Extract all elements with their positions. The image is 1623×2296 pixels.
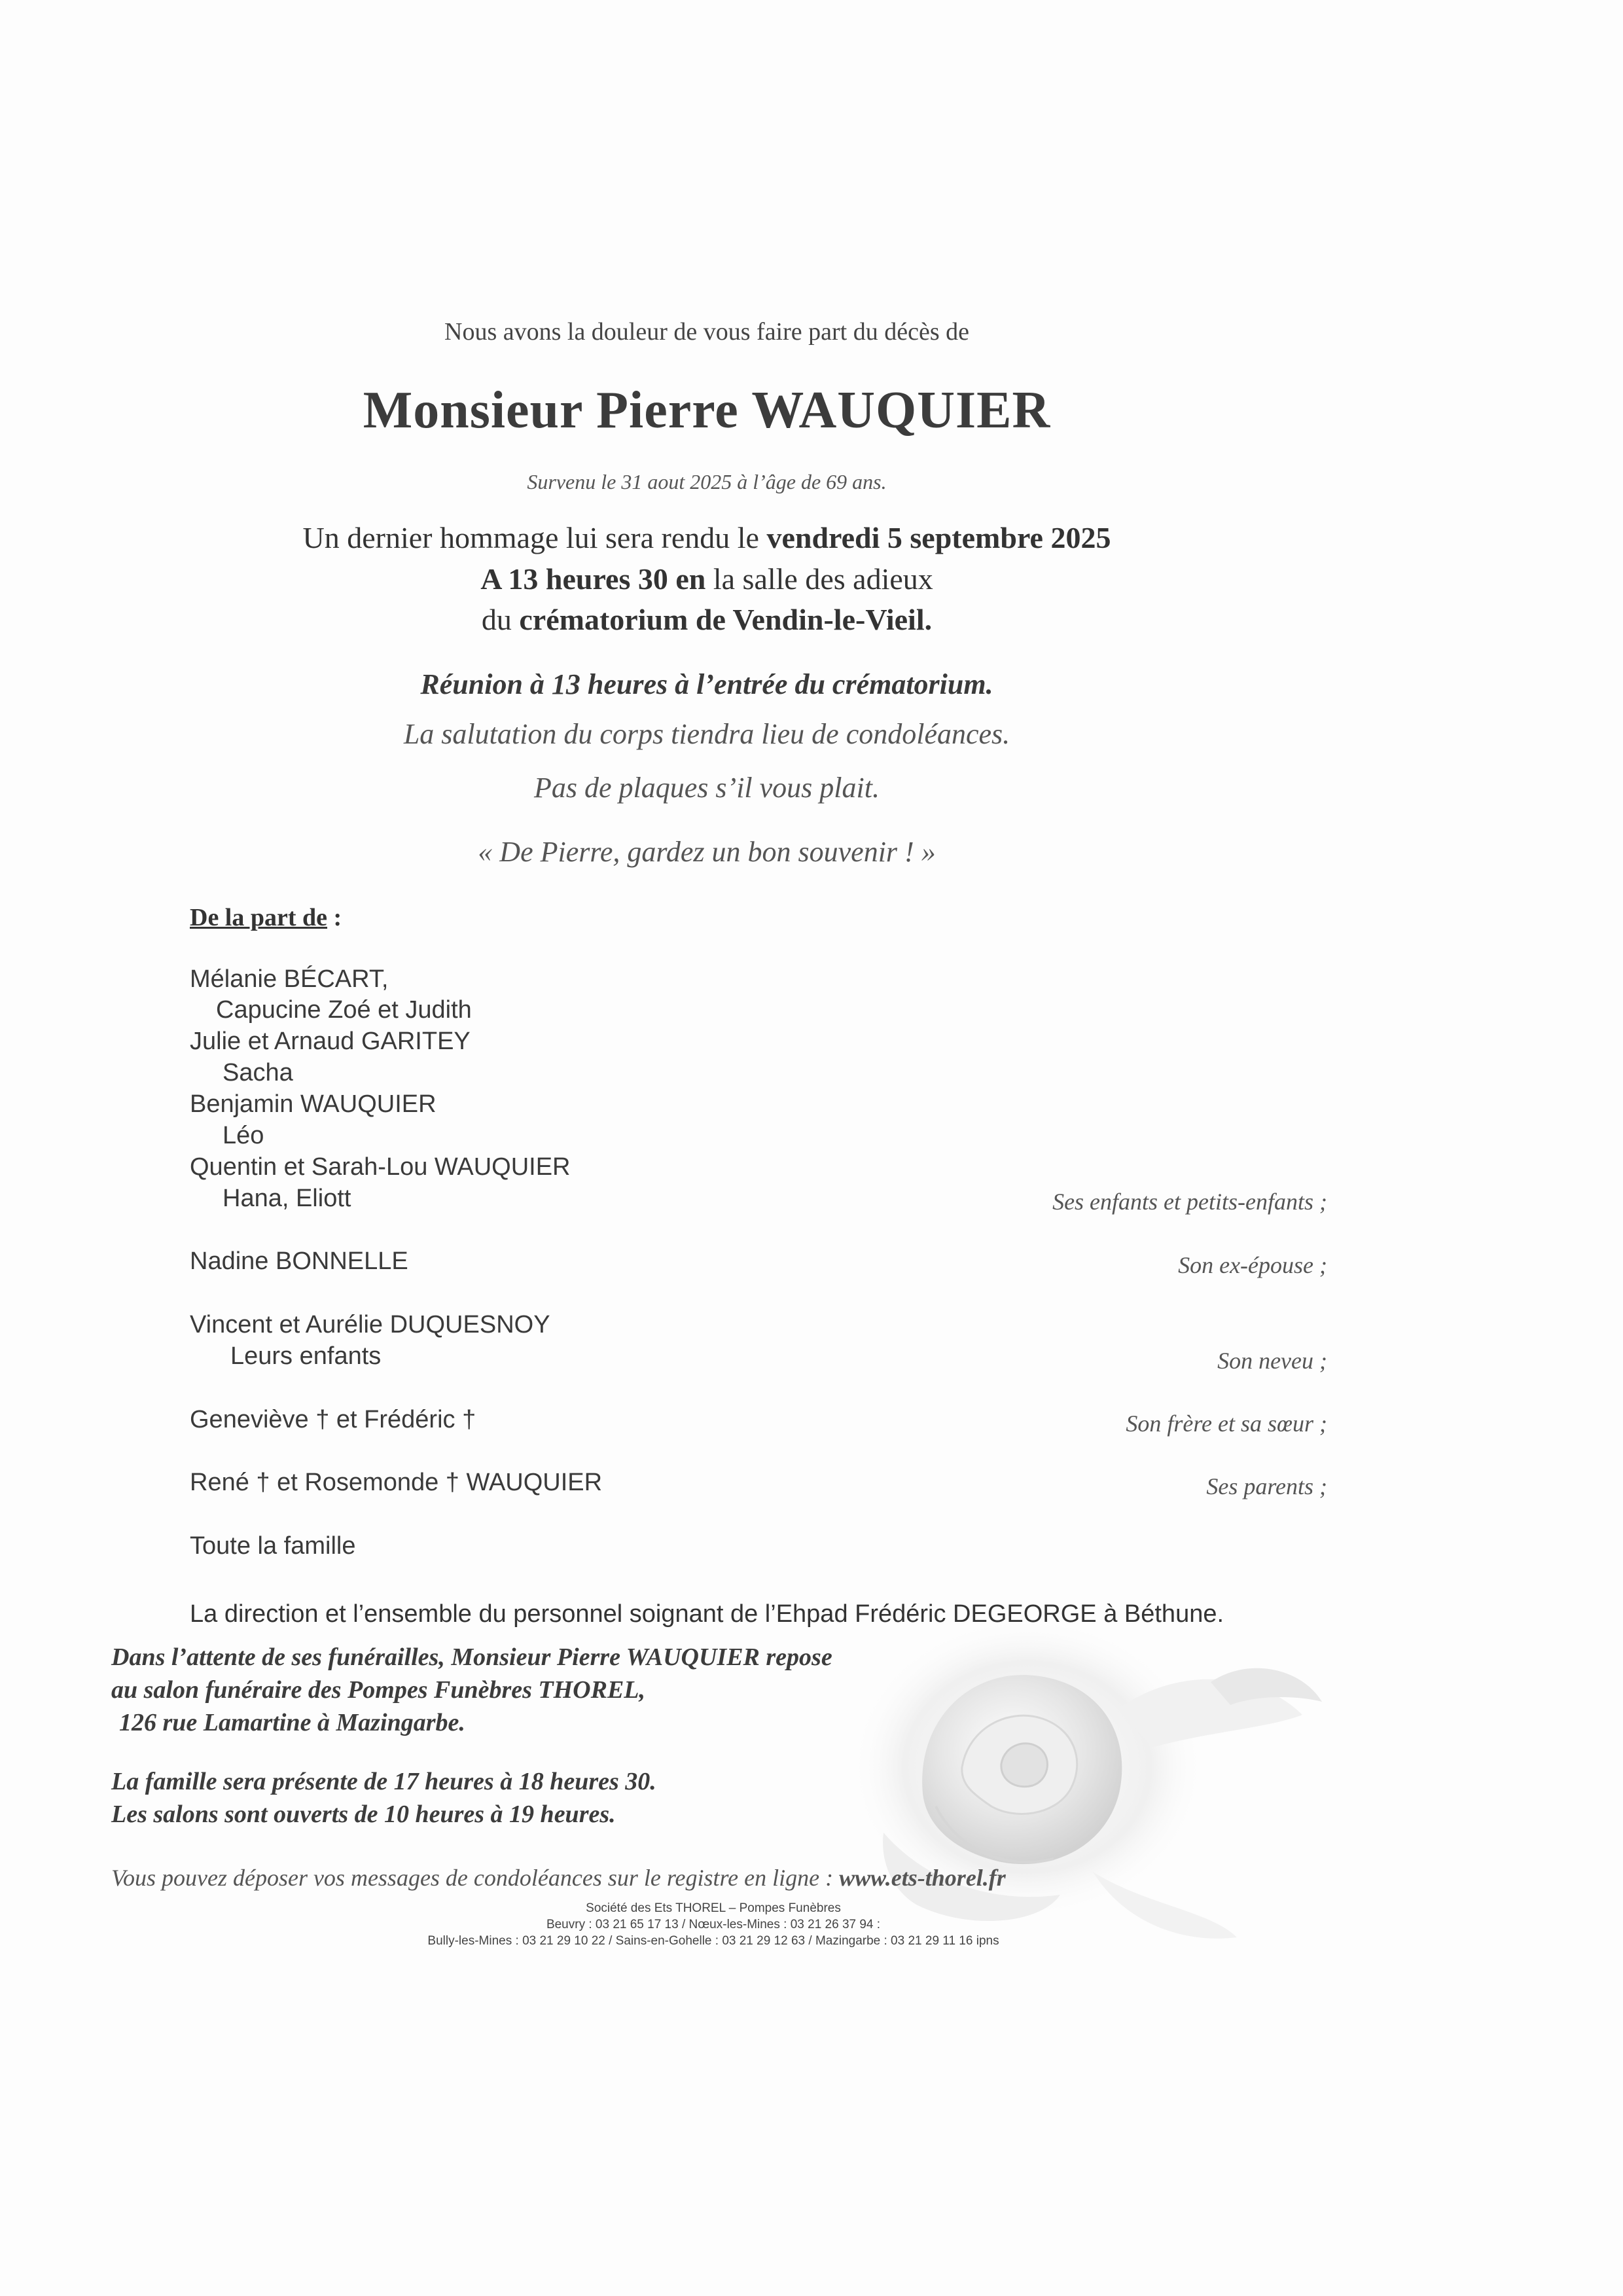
quote-text: « De Pierre, gardez un bon souvenir ! » xyxy=(478,836,936,868)
salutation-text: La salutation du corps tiendra lieu de condoléances. xyxy=(403,718,1010,750)
family-role: Son frère et sa sœur ; xyxy=(1126,1410,1327,1437)
family-line: Geneviève † et Frédéric † xyxy=(190,1406,476,1433)
family-line: Capucine Zoé et Judith xyxy=(216,996,472,1024)
family-line: Hana, Eliott xyxy=(223,1185,351,1212)
presence-line: La famille sera présente de 17 heures à 18 heures 30. xyxy=(111,1768,656,1795)
website-link[interactable]: www.ets-thorel.fr xyxy=(839,1865,1006,1891)
repose-line: Dans l’attente de ses funérailles, Monsieur Pierre WAUQUIER repose xyxy=(111,1643,832,1671)
family-role: Ses parents ; xyxy=(1206,1473,1327,1499)
hommage-line-2: A 13 heures 30 en la salle des adieux xyxy=(480,562,933,596)
death-date-text: Survenu le 31 aout 2025 à l’âge de 69 ans. xyxy=(527,470,887,493)
family-line: Julie et Arnaud GARITEY xyxy=(190,1028,471,1055)
family-line: Mélanie BÉCART, xyxy=(190,965,389,993)
presence-line: Les salons sont ouverts de 10 heures à 19 heures. xyxy=(111,1801,616,1828)
online-register-text: Vous pouvez déposer vos messages de condoléances sur le registre en ligne : www.ets-thorel.fr xyxy=(111,1865,1006,1891)
family-line: Vincent et Aurélie DUQUESNOY xyxy=(190,1311,550,1338)
plaques-text: Pas de plaques s’il vous plait. xyxy=(534,772,880,804)
family-line: Nadine BONNELLE xyxy=(190,1247,408,1275)
family-role: Son neveu ; xyxy=(1217,1348,1327,1374)
family-line: Léo xyxy=(223,1122,264,1149)
family-line: Leurs enfants xyxy=(230,1342,382,1370)
family-line: Benjamin WAUQUIER xyxy=(190,1090,437,1118)
footer-phones-2: Bully-les-Mines : 03 21 29 10 22 / Sains-en-Gohelle : 03 21 29 12 63 / Mazingarbe : 03 21 29 11 16 ipns xyxy=(427,1934,999,1948)
family-line: Quentin et Sarah-Lou WAUQUIER xyxy=(190,1153,571,1181)
footer-phones-1: Beuvry : 03 21 65 17 13 / Nœux-les-Mines : 03 21 26 37 94 : xyxy=(546,1918,881,1931)
hommage-line-3: du crématorium de Vendin-le-Vieil. xyxy=(481,603,933,636)
footer-company: Société des Ets THOREL – Pompes Funèbres xyxy=(586,1901,841,1915)
family-role: Ses enfants et petits-enfants ; xyxy=(1052,1189,1327,1215)
family-line: Sacha xyxy=(223,1059,293,1086)
repose-line: au salon funéraire des Pompes Funèbres THOREL, xyxy=(111,1676,646,1704)
from-heading: De la part de : xyxy=(190,904,342,931)
family-role: Son ex-épouse ; xyxy=(1178,1252,1327,1278)
hommage-line-1: Un dernier hommage lui sera rendu le vendredi 5 septembre 2025 xyxy=(302,521,1111,554)
reunion-text: Réunion à 13 heures à l’entrée du crématorium. xyxy=(420,668,993,700)
family-line: Toute la famille xyxy=(190,1532,356,1560)
ehpad-direction-text: La direction et l’ensemble du personnel soignant de l’Ehpad Frédéric DEGEORGE à Béthune. xyxy=(190,1600,1224,1628)
intro-text: Nous avons la douleur de vous faire part du décès de xyxy=(444,318,969,346)
repose-line: 126 rue Lamartine à Mazingarbe. xyxy=(119,1709,465,1736)
deceased-name: Monsieur Pierre WAUQUIER xyxy=(363,382,1051,439)
family-line: René † et Rosemonde † WAUQUIER xyxy=(190,1469,603,1496)
